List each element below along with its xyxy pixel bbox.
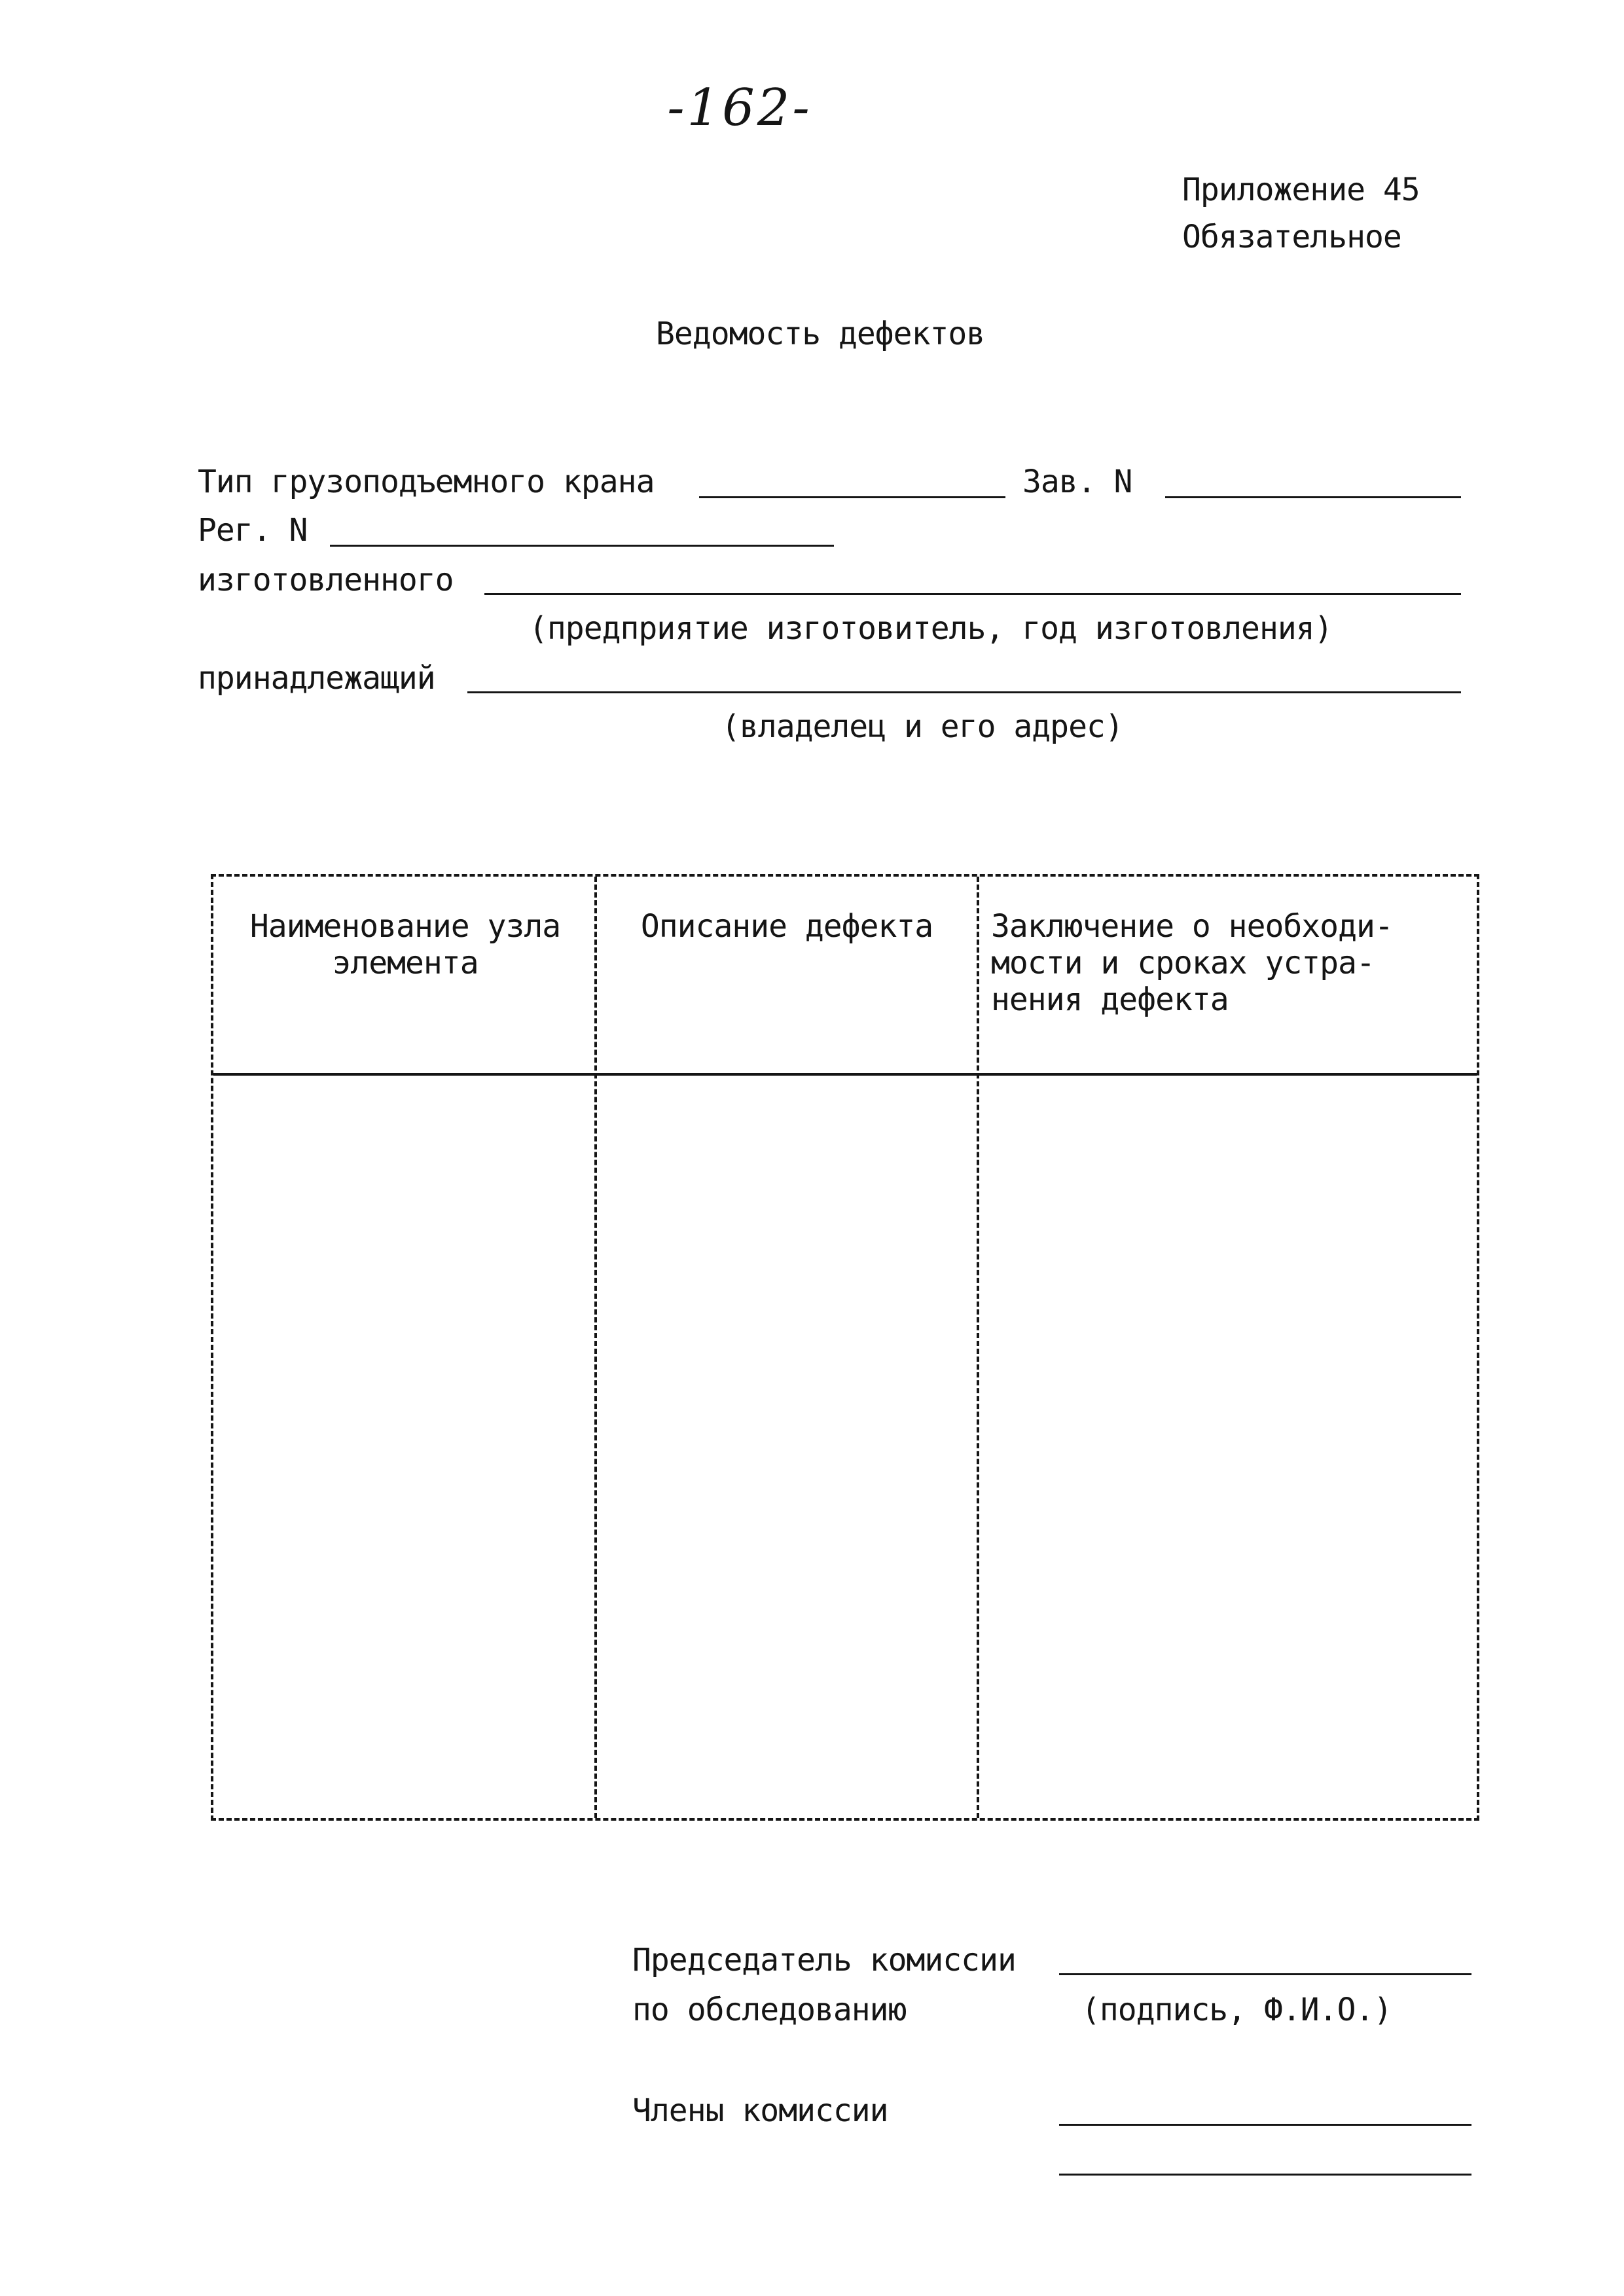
cell-defect-description[interactable] bbox=[597, 1076, 977, 1818]
cell-conclusion[interactable] bbox=[979, 1076, 1477, 1818]
crane-type-field[interactable] bbox=[699, 496, 1005, 498]
owner-hint: (владелец и его адрес) bbox=[721, 708, 1123, 745]
registration-number-label: Рег. N bbox=[198, 512, 308, 549]
members-label: Члены комиссии bbox=[632, 2092, 888, 2129]
manufacturer-field[interactable] bbox=[484, 593, 1461, 595]
appendix-label: Приложение 45 bbox=[1182, 172, 1420, 208]
defects-table bbox=[211, 874, 1479, 1821]
chairman-label: Председатель комиссии bbox=[632, 1942, 1016, 1978]
manufacturer-hint: (предприятие изготовитель, год изготовления) bbox=[529, 610, 1333, 647]
registration-number-field[interactable] bbox=[330, 545, 834, 547]
owner-field[interactable] bbox=[467, 691, 1461, 693]
column-header-element-name: Наименование узла элемента bbox=[249, 908, 561, 981]
member-signature-field[interactable] bbox=[1059, 2174, 1471, 2176]
appendix-status: Обязательное bbox=[1182, 219, 1401, 255]
crane-type-label: Тип грузоподъемного крана bbox=[198, 464, 655, 500]
member-signature-field[interactable] bbox=[1059, 2124, 1471, 2126]
manufactured-label: изготовленного bbox=[198, 562, 454, 598]
serial-number-label: Зав. N bbox=[1022, 464, 1132, 500]
column-header-defect-description: Описание дефекта bbox=[640, 908, 933, 945]
page-number: -162- bbox=[667, 79, 812, 137]
cell-element-name[interactable] bbox=[213, 1076, 594, 1818]
document-title: Ведомость дефектов bbox=[656, 316, 985, 352]
chairman-signature-field[interactable] bbox=[1059, 1973, 1471, 1975]
signature-hint: (подпись, Ф.И.О.) bbox=[1081, 1992, 1392, 2028]
serial-number-field[interactable] bbox=[1165, 496, 1461, 498]
chairman-label-continued: по обследованию bbox=[632, 1992, 907, 2028]
owner-label: принадлежащий bbox=[198, 660, 435, 697]
column-header-conclusion: Заключение о необходи- мости и сроках устра- нения дефекта bbox=[991, 908, 1393, 1018]
